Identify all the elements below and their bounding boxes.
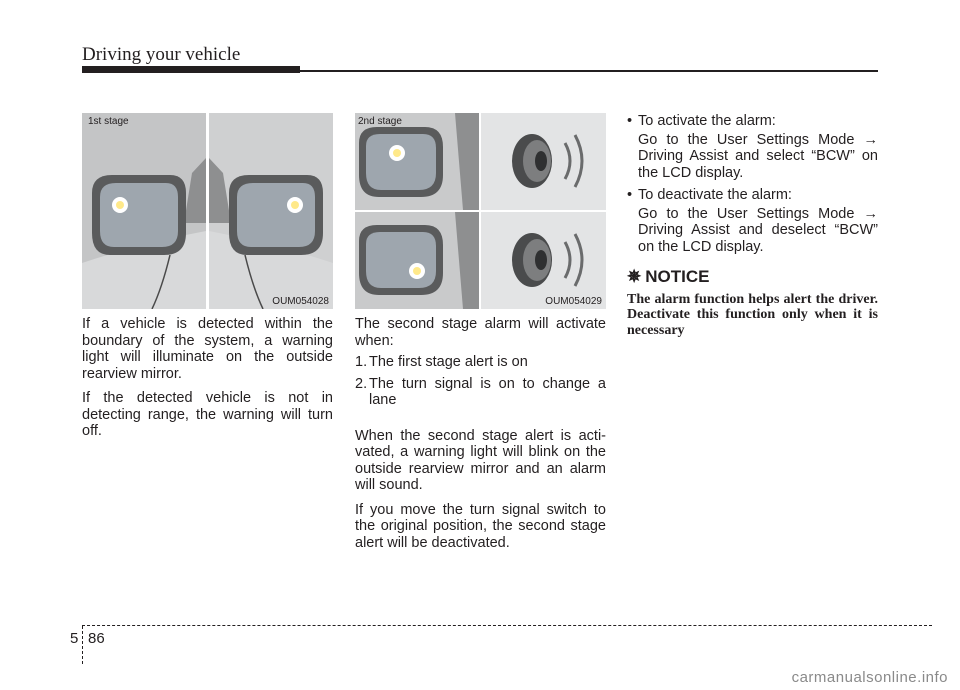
bullet-detail: Go to the User Settings Mode → Driving Assist and select “BCW” on the LCD display. xyxy=(638,131,878,181)
list-item xyxy=(355,354,606,371)
section-number: 5 xyxy=(70,630,79,647)
column-2-text xyxy=(355,316,606,559)
bullet-item xyxy=(627,187,878,204)
footer-divider xyxy=(82,625,932,626)
list-text: The first stage alert is on xyxy=(369,354,528,370)
col2-paragraph-2: When the second stage alert is acti-vated, a warning light will blink on the outside rearview mirror and an alarm will sound. xyxy=(355,427,606,493)
watermark: carmanualsonline.info xyxy=(791,669,948,686)
bullet-dot: • xyxy=(627,187,633,203)
notice-title: NOTICE xyxy=(645,267,710,286)
figure-2nd-stage xyxy=(355,113,606,309)
list-item xyxy=(355,376,606,409)
footer-vertical-divider xyxy=(82,626,83,664)
figure-1st-stage xyxy=(82,113,333,309)
col2-intro: The second stage alarm will activate when: xyxy=(355,316,606,349)
col2-paragraph-3: If you move the turn signal switch to the original position, the second stage alert will be deactivated. xyxy=(355,501,606,551)
figure-2-code: OUM054029 xyxy=(545,296,602,307)
notice-body: The alarm function helps alert the driver. Deactivate this function only when it is necessary xyxy=(627,291,878,338)
figure-1-caption: 1st stage xyxy=(88,116,129,127)
figure-2-caption: 2nd stage xyxy=(358,116,402,127)
column-3-text xyxy=(627,113,878,338)
bullet-item xyxy=(627,113,878,130)
bullet-dot: • xyxy=(627,113,633,129)
notice-heading xyxy=(627,269,878,286)
column-1-text xyxy=(82,316,333,448)
page-number: 86 xyxy=(88,630,105,647)
list-number: 2. xyxy=(355,375,368,392)
list-text: The turn signal is on to change a lane xyxy=(369,375,606,408)
col1-paragraph-2: If the detected vehicle is not in detecting range, the warning will turn off. xyxy=(82,390,333,439)
first-stage-mirrors-illustration xyxy=(82,113,333,309)
notice-star-icon: ✵ xyxy=(627,267,642,286)
page-header-title: Driving your vehicle xyxy=(82,44,241,65)
figure-1-code: OUM054028 xyxy=(272,296,329,307)
col1-paragraph-1: If a vehicle is detected within the boundary of the system, a warning light will illuminate on the outside rearview mirror. xyxy=(82,316,333,382)
header-rule-thin xyxy=(300,70,878,72)
header-rule-thick xyxy=(82,66,300,73)
bullet-label: To deactivate the alarm: xyxy=(638,187,792,203)
bullet-label: To activate the alarm: xyxy=(638,113,776,129)
list-number: 1. xyxy=(355,354,368,370)
bullet-detail: Go to the User Settings Mode → Driving Assist and deselect “BCW” on the LCD display. xyxy=(638,205,878,255)
second-stage-mirrors-speakers-illustration xyxy=(355,113,606,309)
